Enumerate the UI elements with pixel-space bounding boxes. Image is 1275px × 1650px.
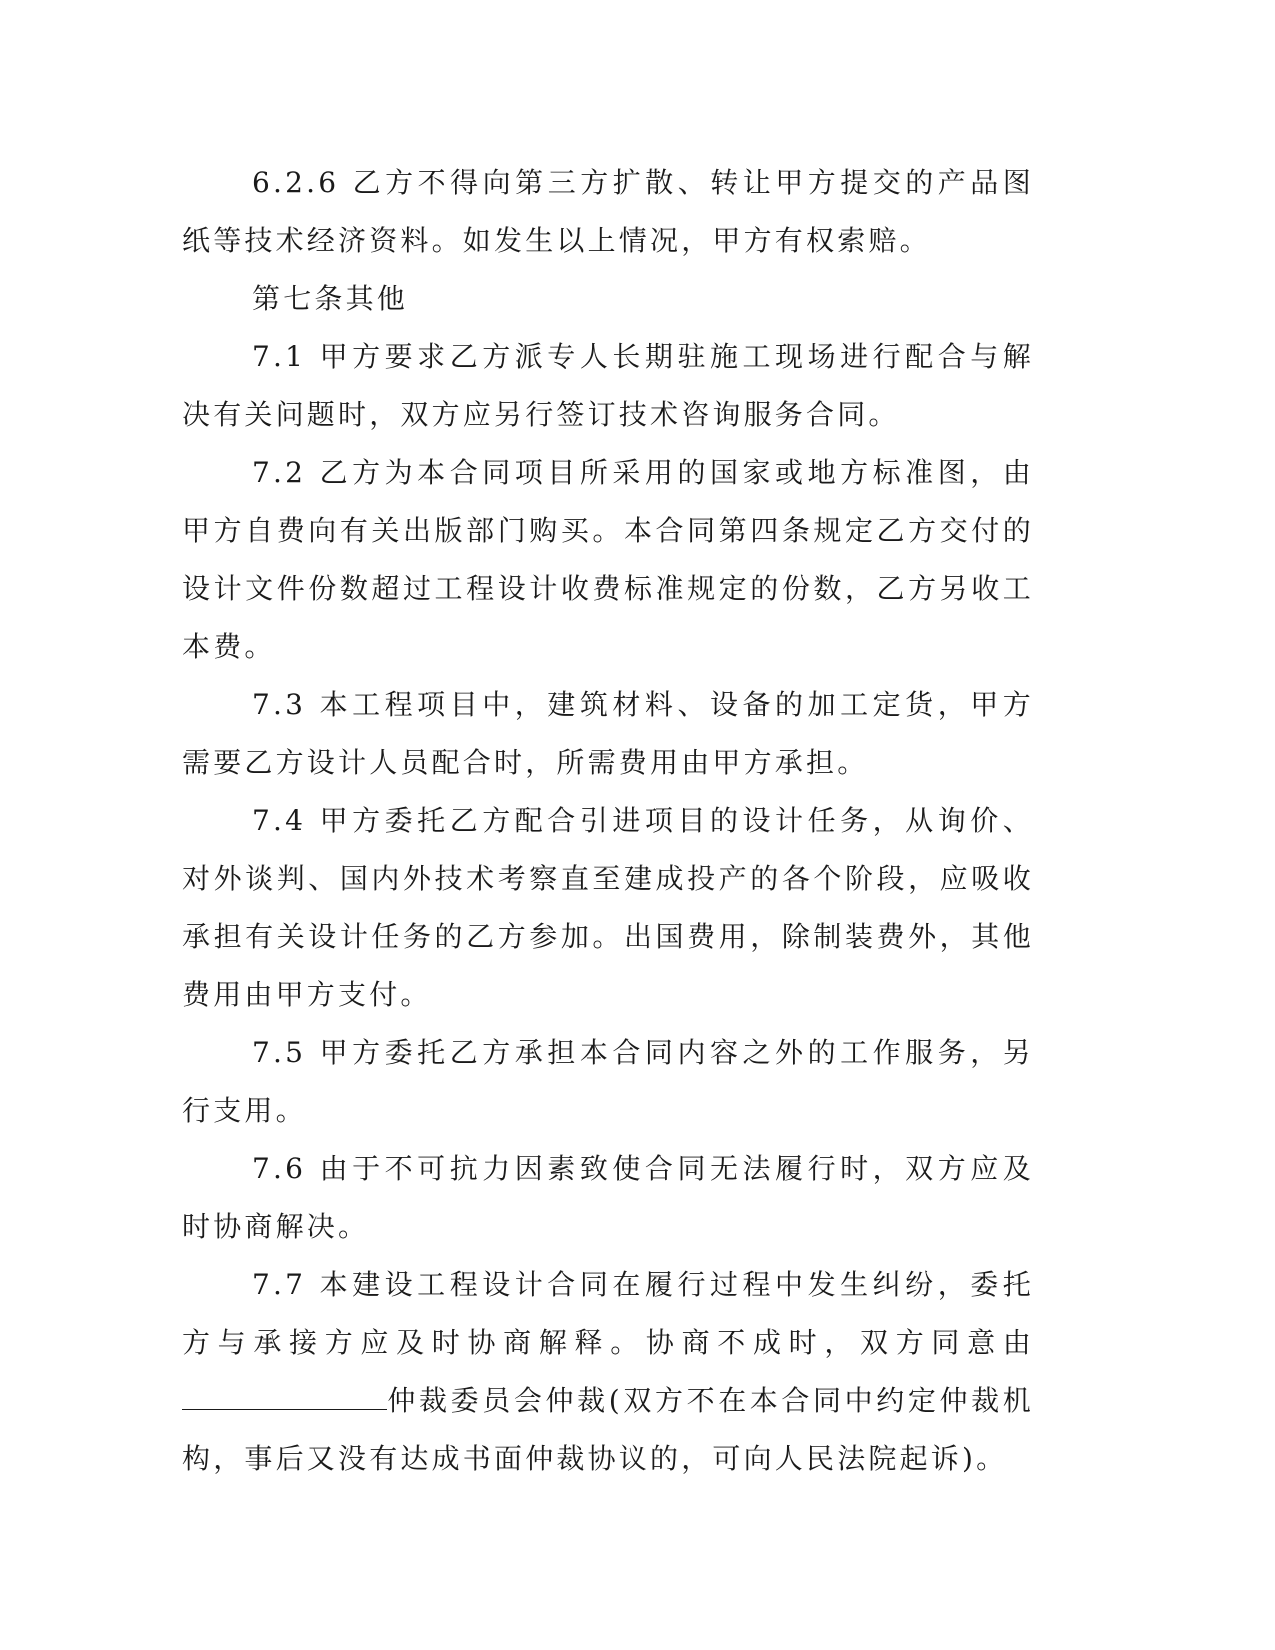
clause-7-6: 7.6 由于不可抗力因素致使合同无法履行时，双方应及时协商解决。 — [182, 1152, 1034, 1243]
arbitration-blank-line — [182, 1375, 387, 1410]
clause-7-1: 7.1 甲方要求乙方派专人长期驻施工现场进行配合与解决有关问题时，双方应另行签订技术咨询服务合同。 — [182, 340, 1034, 431]
clause-7-5: 7.5 甲方委托乙方承担本合同内容之外的工作服务，另行支用。 — [182, 1036, 1034, 1127]
clause-7-7 — [182, 1256, 1034, 1488]
clause-6-2-6: 6.2.6 乙方不得向第三方扩散、转让甲方提交的产品图纸等技术经济资料。如发生以上情况，甲方有权索赔。 — [182, 166, 1034, 257]
clause-7-7-text-after: 仲裁委员会仲裁(双方不在本合同中约定仲裁机构，事后又没有达成书面仲裁协议的，可向人民法院起诉)。 — [182, 1384, 1034, 1475]
clause-7-7-text-before: 7.7 本建设工程设计合同在履行过程中发生纠纷，委托方与承接方应及时协商解释。协商不成时，双方同意由 — [182, 1268, 1034, 1359]
article-7-heading: 第七条其他 — [252, 282, 409, 315]
document-page — [182, 154, 1034, 1488]
clause-7-4: 7.4 甲方委托乙方配合引进项目的设计任务，从询价、对外谈判、国内外技术考察直至建成投产的各个阶段，应吸收承担有关设计任务的乙方参加。出国费用，除制装费外，其他费用由甲方支付。 — [182, 804, 1034, 1011]
clause-7-3: 7.3 本工程项目中，建筑材料、设备的加工定货，甲方需要乙方设计人员配合时，所需费用由甲方承担。 — [182, 688, 1034, 779]
clause-7-2: 7.2 乙方为本合同项目所采用的国家或地方标准图，由甲方自费向有关出版部门购买。本合同第四条规定乙方交付的设计文件份数超过工程设计收费标准规定的份数，乙方另收工本费。 — [182, 456, 1034, 663]
